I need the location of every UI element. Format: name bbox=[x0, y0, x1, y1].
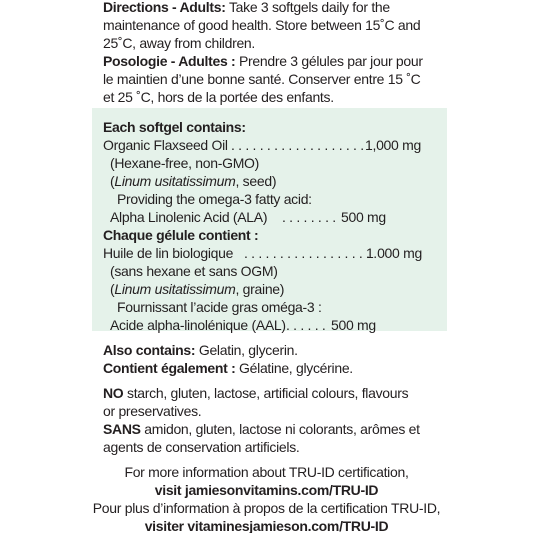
free-from-section bbox=[103, 384, 433, 456]
directions-en-line-1 bbox=[103, 0, 433, 16]
en-note: (Hexane-free, non-GMO) bbox=[110, 155, 260, 171]
directions-en-text-1: Take 3 softgels daily for the bbox=[225, 0, 390, 15]
footer-en-line: For more information about TRU-ID certification, bbox=[124, 464, 409, 480]
en-ingredient-dots: . . . . . . . . . . . . . . . . . . . . bbox=[231, 137, 371, 153]
fr-latin-name: Linum usitatissimum bbox=[114, 281, 236, 297]
directions-en-line-3: 25˚C, away from children. bbox=[103, 35, 256, 51]
en-ingredient-amount: 1,000 mg bbox=[365, 137, 421, 153]
fr-ingredient-amount: 1 000 mg bbox=[366, 245, 422, 261]
free-en-text-1: starch, gluten, lactose, artificial colours, flavours bbox=[123, 385, 409, 401]
en-sub-amount: 500 mg bbox=[341, 209, 386, 225]
fr-ingredient-name: Huile de lin biologique bbox=[103, 245, 234, 261]
fr-ingredient-row bbox=[103, 244, 443, 262]
directions-fr-line-1 bbox=[103, 52, 433, 70]
fr-sub-dots: . . . . . . bbox=[286, 317, 326, 333]
directions-fr-label: Posologie - Adultes : bbox=[103, 53, 236, 69]
en-latin-open: ( bbox=[110, 173, 115, 189]
en-latin-name: Linum usitatissimum bbox=[114, 173, 236, 189]
also-en-text: Gelatin, glycerin. bbox=[195, 342, 298, 358]
also-fr-line bbox=[103, 359, 433, 377]
fr-sub-row bbox=[103, 316, 443, 334]
fr-latin-rest: , graine) bbox=[235, 281, 285, 297]
directions-fr-text-1: Prendre 3 gélules par jour pour bbox=[235, 53, 423, 69]
fr-latin-line bbox=[103, 280, 443, 298]
en-latin-line bbox=[103, 172, 443, 190]
certification-footer bbox=[60, 463, 473, 533]
free-en-line-2: or preservatives. bbox=[103, 403, 202, 419]
directions-en-line-2: maintenance of good health. Store between 15˚C and bbox=[103, 17, 421, 33]
fr-providing: Fournissant l’acide gras oméga-3 : bbox=[117, 299, 322, 315]
free-fr-text-1: amidon, gluten, lactose ni colorants, arômes et bbox=[140, 421, 420, 437]
footer-fr-link: visiter vitaminesjamieson.com/TRU-ID bbox=[144, 518, 389, 533]
panel-fr-heading: Chaque gélule contient : bbox=[103, 227, 259, 243]
en-ingredient-name: Organic Flaxseed Oil bbox=[103, 137, 228, 153]
free-en-label: NO bbox=[103, 385, 124, 401]
directions-fr-line-2: le maintien d’une bonne santé. Conserver entre 15 ˚C bbox=[103, 71, 421, 87]
en-providing: Providing the omega-3 fatty acid: bbox=[117, 191, 312, 207]
also-en-label: Also contains: bbox=[103, 342, 196, 358]
en-sub-row bbox=[103, 208, 443, 226]
ingredients-panel bbox=[92, 108, 447, 331]
en-ingredient-row bbox=[103, 136, 443, 154]
also-fr-label: Contient également : bbox=[103, 360, 236, 376]
directions-section bbox=[103, 0, 433, 106]
footer-fr-line: Pour plus d’information à propos de la certification TRU-ID, bbox=[92, 500, 441, 516]
fr-sub-name: Acide alpha-linolénique (AAL) bbox=[110, 317, 286, 333]
en-sub-name: Alpha Linolenic Acid (ALA) bbox=[110, 209, 268, 225]
footer-en-link: visit jamiesonvitamins.com/TRU-ID bbox=[154, 482, 379, 498]
directions-fr-line-3: et 25 ˚C, hors de la portée des enfants. bbox=[103, 89, 334, 105]
free-fr-line-2: agents de conservation artificiels. bbox=[103, 439, 300, 455]
fr-ingredient-dots: . . . . . . . . . . . . . . . . . . . bbox=[244, 245, 377, 261]
free-fr-label: SANS bbox=[103, 421, 141, 437]
ingredients-panel-content bbox=[103, 118, 443, 334]
fr-latin-open: ( bbox=[110, 281, 115, 297]
free-en-line-1 bbox=[103, 384, 433, 402]
free-fr-line-1 bbox=[103, 420, 433, 438]
also-en-line bbox=[103, 341, 433, 359]
directions-en-label: Directions - Adults: bbox=[103, 0, 226, 15]
also-fr-text: Gélatine, glycérine. bbox=[235, 360, 353, 376]
non-medicinal-section bbox=[103, 341, 433, 377]
en-latin-rest: , seed) bbox=[235, 173, 277, 189]
en-sub-dots: . . . . . . . . bbox=[282, 209, 336, 225]
fr-note: (sans hexane et sans OGM) bbox=[110, 263, 278, 279]
panel-en-heading: Each softgel contains: bbox=[103, 119, 246, 135]
fr-sub-amount: 500 mg bbox=[331, 317, 376, 333]
